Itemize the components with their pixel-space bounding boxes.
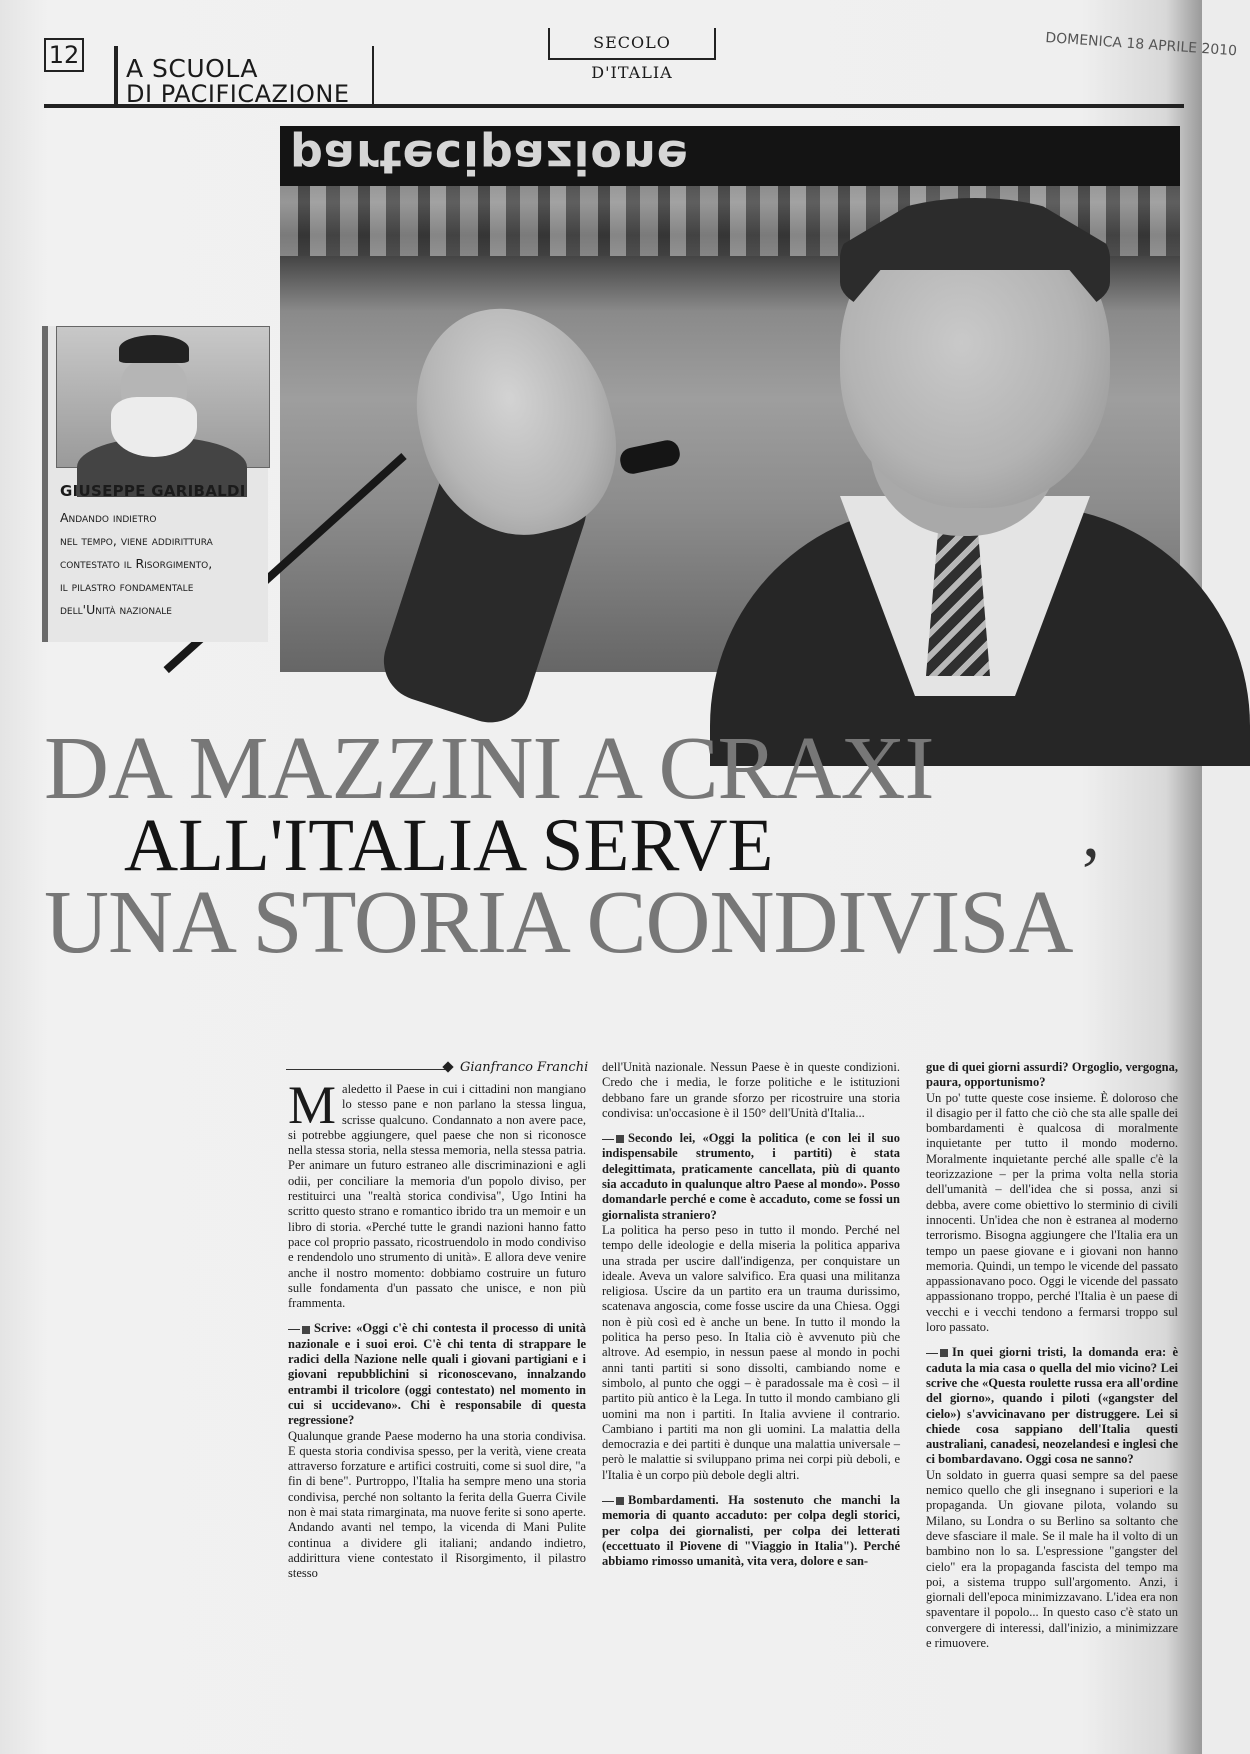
interview-question — [288, 1321, 586, 1428]
article-column-3 — [926, 1060, 1178, 1651]
masthead: SECOLO D'ITALIA — [548, 28, 716, 60]
question-square-icon — [616, 1497, 624, 1505]
question-dash — [926, 1353, 938, 1354]
article-column-2 — [602, 1060, 900, 1570]
article-paragraph: Qualunque grande Paese moderno ha una storia condivisa. E questa storia condivisa spesso, per la verità, viene creata attraverso forzature e artifici costruiti, come si suol dire, "a fin di bene". Purtroppo, l'Italia ha sempre meno una storia condivisa, perché non soltanto la ferita della Guerra Civile non è mai stata rimarginata, ma nuove ferite si sono aperte. Andando avanti nel tempo, la vicenda di Mani Pulite continua a dividere gli italiani; andando indietro, addirittura viene contestato il Risorgimento, il pilastro stesso — [288, 1428, 586, 1581]
dateline: DOMENICA 18 APRILE 2010 — [1044, 30, 1238, 60]
headline-line3: UNA STORIA CONDIVISA — [44, 873, 1073, 972]
portrait-hat — [119, 335, 189, 363]
question-text: In quei giorni tristi, la domanda era: è caduta la mia casa o quella del mio vicino? Lei scrive che «Questa roulette russa era all'ordine del giorno», quando i piloti («gangster del cielo») s'avvicinavano per distruggere. Lei si chiede cosa sappiano dell'Italia questi australiani, canadesi, neozelandesi e inglesi che ci bombardavano. Oggi cosa ne sanno? — [926, 1345, 1178, 1467]
interview-question — [926, 1345, 1178, 1467]
article-paragraph: Un soldato in guerra quasi sempre sa del paese nemico quello che gli insegnano i superiori e la propaganda. Un giovane pilota, volando su Milano, su Londra o su Berlino sa soltanto che deve sfasciare il male. Se il male ha il volto di un bambino non lo sa. L'espressione "gangster del cielo" era la propaganda fascista del tempo ma poi, a sistema truppo sull'argomento. Anzi, i giornali dell'epoca minimizzavano. L'idea era non spaventare il popolo... In questo caso c'è stato un convergere di interessi, dall'inizio, a minimizzare e rimuovere. — [926, 1467, 1178, 1650]
section-label-line2: DI PACIFICAZIONE — [126, 80, 350, 108]
headline-line2: ALL'ITALIA SERVE — [124, 804, 774, 887]
interview-question — [602, 1131, 900, 1223]
article-column-1 — [288, 1075, 586, 1582]
section-label-line1: A SCUOLA — [126, 54, 258, 83]
page-number: 12 — [44, 38, 84, 72]
byline: Gianfranco Franchi — [460, 1060, 589, 1075]
caption-line: nel tempo, viene addirittura — [60, 533, 213, 548]
header-rule — [44, 104, 1184, 108]
question-text: Bombardamenti. Ha sostenuto che manchi la memoria di quanto accaduto: per colpa degli storici, per colpa dei giornalisti, per colpa dei letterati (eccettuato il Piovene di "Viaggio in Italia"). Perché abbiamo rimosso umanità, vita vera, dolore e san- — [602, 1493, 900, 1569]
question-square-icon — [616, 1135, 624, 1143]
question-dash — [288, 1329, 300, 1330]
question-text: Secondo lei, «Oggi la politica (e con lei il suo indispensabile strumento, i partiti) è stata delegittimata, praticamente cancellata, più di quanto sia accaduto in qualunque altro Paese al mondo». Posso domandarle perché e come è accaduto, come se fossi un giornalista straniero? — [602, 1131, 900, 1222]
portrait-beard — [111, 397, 197, 457]
question-square-icon — [302, 1326, 310, 1334]
garibaldi-portrait — [56, 326, 270, 468]
main-photo — [280, 126, 1180, 672]
drop-cap: M — [288, 1075, 337, 1135]
article-paragraph: Un po' tutte queste cose insieme. È doloroso che il disagio per il fatto che ciò che sta alle spalle dei bombardamenti è qualcosa di moralmente inquietante per tutto il mondo moderno. Moralmente inquietante perché alle spalle c'è la teorizzazione – per la prima volta nella storia dell'umanità – dell'idea che si possa, anzi si debba, avere come obiettivo lo sterminio di civili innocenti. Un'idea che non è estranea al moderno terrorismo. Bisogna aggiungere che l'Italia era un tempo un paese giovane e i giovani non hanno memoria. Quindi, un tempo le vicende del passato appassionavano poco. Oggi le vicende del passato appassionano troppo, perché l'Italia è un paese di vecchi e i vecchi tendono a fermarsi troppo sul loro passato. — [926, 1090, 1178, 1335]
byline-diamond-icon — [442, 1061, 453, 1072]
interview-question — [602, 1493, 900, 1569]
photo-banner-text: partecipazione — [290, 130, 689, 184]
sidebar-caption — [60, 506, 272, 621]
paragraph-text: aledetto il Paese in cui i cittadini non mangiano lo stesso pane e non parlano la stessa lingua, scrisse qualcuno. Condannato a non avere pace, si potrebbe aggiungere, quel paese che non si riconosce nella stessa storia, nella stessa memoria, nella stessa patria. Per animare un futuro estraneo alle discriminazioni e agli odii, per conciliare la memoria d'un popolo diviso, per restituirci una "realtà storica condivisa", Ugo Intini ha scritto questo strano e romantico ibrido tra un memoir e un libro di storia. «Perché tutte le grandi nazioni hanno fatto pace col proprio passato, ricostruendolo in modo condiviso e rendendolo uno strumento di unità». E allora deve venire anche il nostro momento: dobbiamo costruire un futuro sulle fondamenta d'un passato che unisce, e non più frammenta. — [288, 1082, 586, 1311]
question-dash — [602, 1139, 614, 1140]
headline-line1: DA MAZZINI A CRAXI — [44, 719, 934, 818]
interview-question-continued: gue di quei giorni assurdi? Orgoglio, vergogna, paura, opportunismo? — [926, 1060, 1178, 1090]
question-square-icon — [940, 1349, 948, 1357]
caption-line: dell'Unità nazionale — [60, 602, 172, 617]
caption-line: il pilastro fondamentale — [60, 579, 194, 594]
sidebar-name: GIUSEPPE GARIBALDI — [60, 482, 246, 500]
byline-rule — [286, 1069, 446, 1070]
caption-line: contestato il Risorgimento, — [60, 556, 213, 571]
article-paragraph: dell'Unità nazionale. Nessun Paese è in queste condizioni. Credo che i media, le forze politiche e le istituzioni debbano fare un grande sforzo per ricostruire una storia condivisa: un'occasione è il 150° dell'Unità d'Italia... — [602, 1060, 900, 1120]
question-text: Scrive: «Oggi c'è chi contesta il processo di unità nazionale e i suoi eroi. C'è chi tenta di strappare le radici della Nazione nelle quali i giovani partigiani e i giovani repubblichini si riconoscevano, innalzando entrambi il tricolore (oggi contestato) nel momento in cui si uccidevano». Chi è responsabile di questa regressione? — [288, 1321, 586, 1428]
article-paragraph: La politica ha perso peso in tutto il mondo. Perché nel tempo delle ideologie e della miseria la politica appariva una strada per uscire dall'indigenza, per conquistare un ideale. Aveva un valore salvifico. Era quasi una militanza religiosa. Uscire da un partito era un trauma durissimo, scatenava angoscia, come fosse uscire da una Chiesa. Oggi non è più così ed è anche un bene. In tutto il mondo la politica ha perso peso. In Italia ciò è avvenuto più che altrove. Ad esempio, in nessun paese al mondo in pochi anni tanti partiti si sono dissolti, cambiando nome e simbolo, al punto che oggi – è paradossale ma è così – il partito più antico è la Lega. In tutto il mondo cambiano gli uomini ma non i partiti. In Italia avviene il contrario. Cambiano i partiti ma non gli uomini. La malattia della democrazia e dei partiti è dunque una malattia universale – però le malattie si sviluppano prima nei corpi più deboli, e l'Italia è un corpo più debole degli altri. — [602, 1222, 900, 1482]
headline-comma: , — [1082, 792, 1100, 872]
microphone-icon — [618, 438, 682, 476]
question-dash — [602, 1501, 614, 1502]
article-paragraph — [288, 1075, 586, 1311]
caption-line: Andando indietro — [60, 510, 157, 525]
